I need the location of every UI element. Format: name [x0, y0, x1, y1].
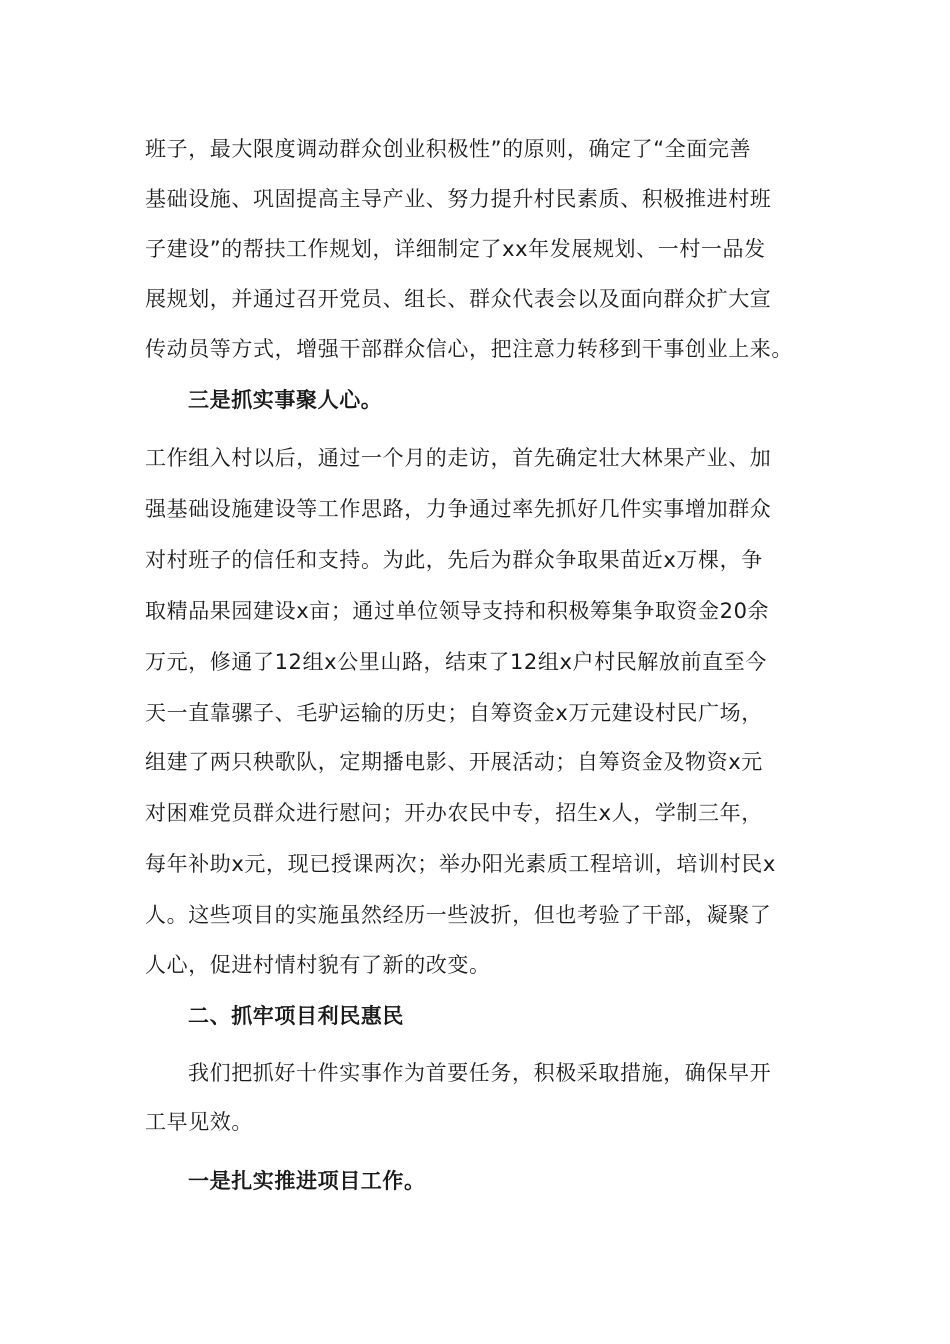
- paragraph-line: 对困难党员群众进行慰问；开办农民中专，招生x人，学制三年，: [145, 801, 763, 825]
- paragraph-line: 班子，最大限度调动群众创业积极性”的原则，确定了“全面完善: [145, 137, 752, 161]
- paragraph-line: 天一直靠骡子、毛驴运输的历史；自筹资金x万元建设村民广场，: [145, 701, 763, 725]
- paragraph-line: 对村班子的信任和支持。为此，先后为群众争取果苗近x万棵，争: [145, 548, 763, 572]
- paragraph-line: 工早见效。: [145, 1110, 253, 1134]
- paragraph-line: 工作组入村以后，通过一个月的走访，首先确定壮大林果产业、加: [145, 446, 772, 470]
- paragraph-line: 基础设施、巩固提高主导产业、努力提升村民素质、积极推进村班: [145, 187, 772, 211]
- section-heading: 一是扎实推进项目工作。: [188, 1169, 426, 1193]
- paragraph-line: 人。这些项目的实施虽然经历一些波折，但也考验了干部，凝聚了: [145, 903, 772, 927]
- paragraph-line: 每年补助x元，现已授课两次；举办阳光素质工程培训，培训村民x: [145, 852, 776, 876]
- paragraph-line: 人心，促进村情村貌有了新的改变。: [145, 953, 491, 977]
- paragraph-line: 子建设”的帮扶工作规划，详细制定了xx年发展规划、一村一品发: [145, 237, 766, 261]
- paragraph-line: 取精品果园建设x亩；通过单位领导支持和积极筹集争取资金20余: [145, 599, 770, 623]
- paragraph-line: 我们把抓好十件实事作为首要任务，积极采取措施，确保早开: [188, 1061, 772, 1085]
- paragraph-line: 强基础设施建设等工作思路，力争通过率先抓好几件实事增加群众: [145, 497, 772, 521]
- paragraph-line: 传动员等方式，增强干部群众信心，把注意力转移到干事创业上来。: [145, 337, 793, 361]
- paragraph-line: 万元，修通了12组x公里山路，结束了12组x户村民解放前直至今: [145, 650, 767, 674]
- paragraph-line: 展规划，并通过召开党员、组长、群众代表会以及面向群众扩大宣: [145, 287, 772, 311]
- paragraph-line: 组建了两只秧歌队，定期播电影、开展活动；自筹资金及物资x元: [145, 750, 763, 774]
- section-heading: 二、抓牢项目利民惠民: [188, 1004, 404, 1028]
- section-heading: 三是抓实事聚人心。: [188, 388, 383, 412]
